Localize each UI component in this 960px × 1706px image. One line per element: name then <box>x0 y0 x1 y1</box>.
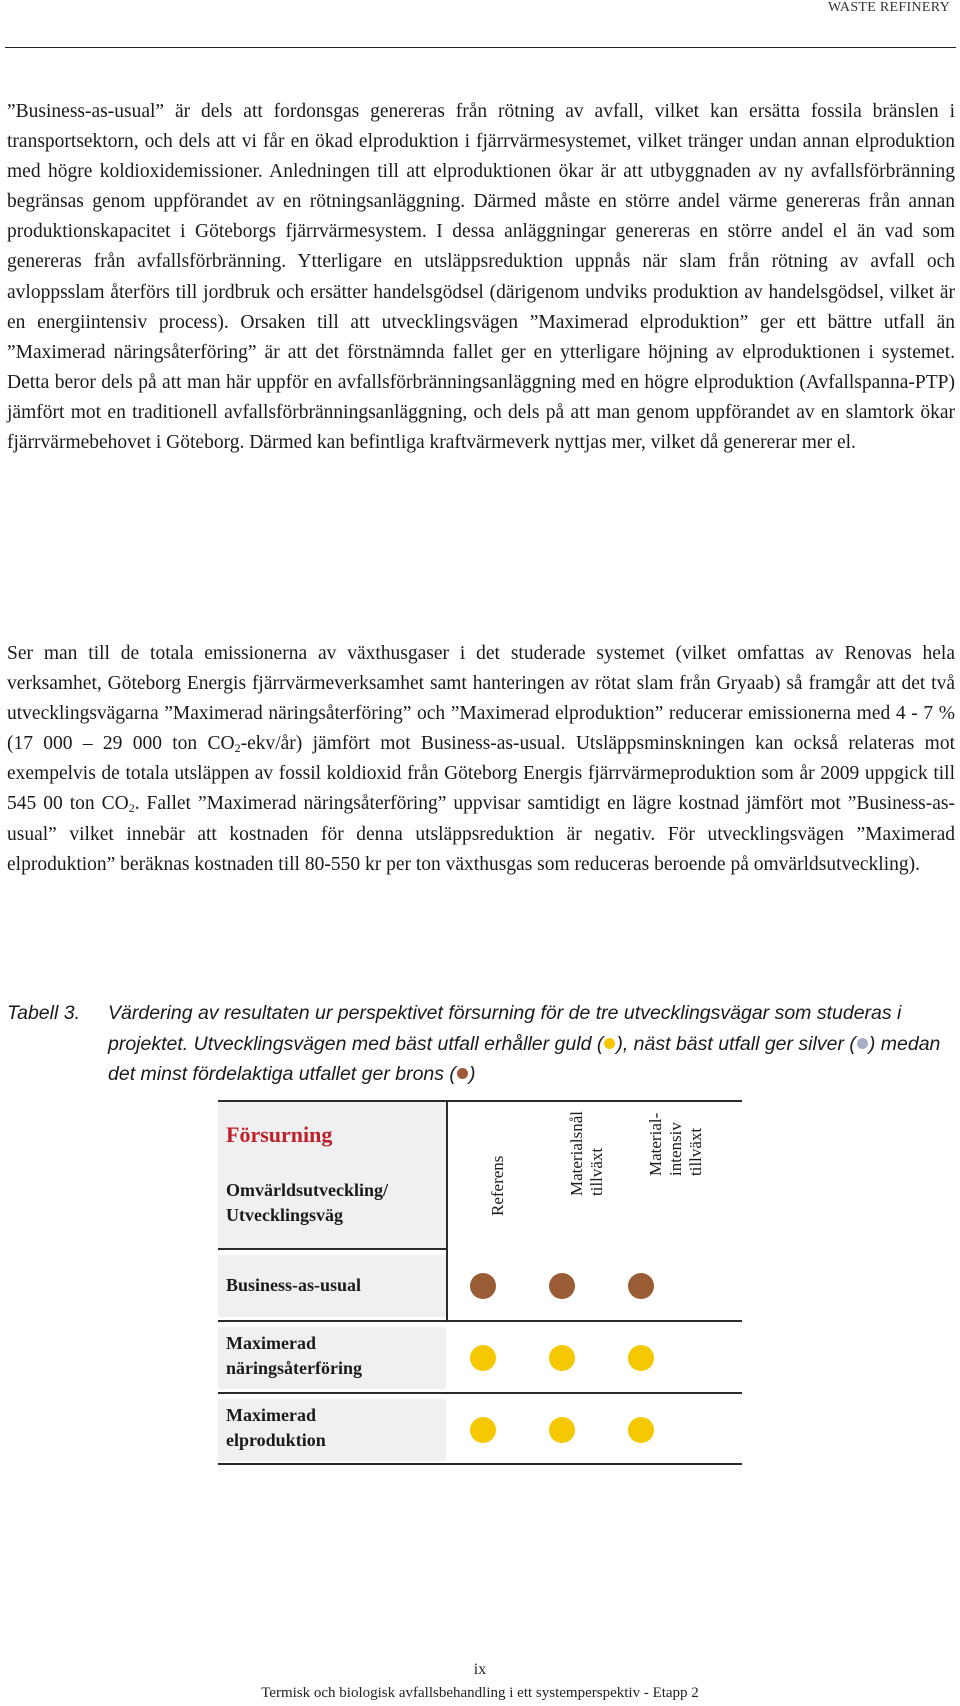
row-2-line-1: Maximerad <box>226 1333 316 1353</box>
row-3-line-1: Maximerad <box>226 1405 316 1425</box>
gold-medal-dot <box>628 1417 654 1443</box>
gold-medal-dot <box>470 1417 496 1443</box>
table-rule-top <box>218 1100 742 1102</box>
paragraph-2-part-b: -ekv/år) jämfört mot Business-as-usual. Utsläppsminskningen kan också relateras mot exempelvis de totala utsläppen av fossil koldioxid från Göteborg Energis fjärrvärmeproduktion som år 2009 uppgick till 545 00 ton CO <box>7 733 955 815</box>
bronze-medal-dot <box>470 1273 496 1299</box>
column-header-materialintensiv <box>646 1112 705 1236</box>
col-2-line-1: Materialsnål <box>567 1111 586 1196</box>
col-1-line-1: Referens <box>488 1155 507 1216</box>
table-rule-row-2 <box>218 1392 742 1394</box>
body-paragraph-2 <box>7 639 955 880</box>
gold-dot-icon <box>604 1038 615 1049</box>
footer-document-title: Termisk och biologisk avfallsbehandling i ett systemperspektiv - Etapp 2 <box>261 1685 699 1701</box>
caption-text-1: Värdering av resultaten ur perspektivet försurning för de tre utvecklingsvägar som studeras i projektet. Utvecklingsvägen med bäst utfall erhåller guld ( <box>108 1002 902 1055</box>
gold-medal-dot <box>549 1345 575 1371</box>
table-rule-header <box>218 1248 446 1250</box>
caption-body <box>108 998 955 1090</box>
page-header-label: WASTE REFINERY <box>827 0 950 15</box>
evaluation-table <box>218 1100 742 1465</box>
col-3-line-2: intensiv <box>666 1122 685 1176</box>
col-3-line-3: tillväxt <box>686 1127 705 1176</box>
table-title: Försurning <box>226 1122 333 1147</box>
column-header-referens <box>488 1155 507 1236</box>
row-label-maximerad-elproduktion <box>226 1403 326 1453</box>
page-number: ix <box>473 1661 487 1678</box>
gold-medal-dot <box>470 1345 496 1371</box>
caption-text-2: ), näst bäst utfall ger silver ( <box>616 1032 856 1055</box>
row-1-line-1: Business-as-usual <box>226 1275 362 1295</box>
table-rule-bottom <box>218 1463 742 1465</box>
row-3-line-2: elproduktion <box>226 1430 326 1450</box>
co2-subscript-1: 2 <box>234 741 241 756</box>
table-rule-row-1 <box>218 1320 742 1322</box>
silver-dot-icon <box>857 1038 868 1049</box>
co2-subscript-2: 2 <box>128 801 135 816</box>
bronze-medal-dot <box>628 1273 654 1299</box>
column-header-materialsnal <box>567 1111 606 1236</box>
table-header-label <box>226 1178 441 1228</box>
row-2-line-2: näringsåterföring <box>226 1358 362 1378</box>
caption-text-4: ) <box>468 1063 476 1085</box>
table-caption <box>7 998 955 1090</box>
caption-label: Tabell 3. <box>7 1002 81 1024</box>
row-label-maximerad-naringsaterforing <box>226 1331 362 1381</box>
header-label-line-2: Utvecklingsväg <box>226 1205 343 1225</box>
bronze-dot-icon <box>457 1068 468 1079</box>
caption-text-3: ) medan det minst fördelaktiga utfallet ger brons ( <box>108 1032 941 1085</box>
col-3-line-1: Material- <box>646 1112 665 1176</box>
gold-medal-dot <box>549 1417 575 1443</box>
body-paragraph-1: ”Business-as-usual” är dels att fordonsgas genereras från rötning av avfall, vilket kan ersätta fossila bränslen i transportsektorn, och dels att vi får en ökad elproduktion i fjärrvärmesystemet, vilket tränger undan annan elproduktion med högre koldioxidemissioner. Anledningen till att elproduktionen ökar är att utbyggnaden av ny avfallsförbränning begränsas genom uppförandet av en rötningsanläggning. Därmed måste en större andel värme genereras från annan produktionskapacitet i Göteborgs fjärrvärmesystem. I dessa anläggningar genereras en större andel el än vad som genereras från avfallsförbränning. Ytterligare en utsläppsreduktion uppnås när slam från rötning av avfall och avloppsslam återförs till jordbruk och ersätter handelsgödsel (därigenom undviks produktion av handelsgödsel, vilket är en energiintensiv process). Orsaken till att utvecklingsvägen ”Maximerad elproduktion” ger ett bättre utfall än ”Maximerad näringsåterföring” är att det förstnämnda fallet ger en ytterligare höjning av elproduktionen i systemet. Detta beror dels på att man här uppför en avfallsförbränningsanläggning med en högre elproduktion (Avfallspanna-PTP) jämfört mot en traditionell avfallsförbränningsanläggning, och dels på att man genom uppförandet av en slamtork ökar fjärrvärmebehovet i Göteborg. Därmed kan befintliga kraftvärmeverk nyttjas mer, vilket då genererar mer el. <box>7 101 955 454</box>
paragraph-2-part-a: Ser man till de totala emissionerna av växthusgaser i det studerade systemet (vilket omfattas av Renovas hela verksamhet, Göteborg Energis fjärrvärmeverksamhet samt hanteringen av rötat slam från Gryaab) så framgår att det två utvecklingsvägarna ”Maximerad näringsåterföring” och ”Maximerad elproduktion” reducerar emissionerna med 4 - 7 % (17 000 – 29 000 ton CO <box>7 643 955 755</box>
table-vertical-rule <box>446 1100 448 1322</box>
bronze-medal-dot <box>549 1273 575 1299</box>
header-rule <box>5 47 956 48</box>
gold-medal-dot <box>628 1345 654 1371</box>
header-label-line-1: Omvärldsutveckling/ <box>226 1180 389 1200</box>
col-2-line-2: tillväxt <box>587 1147 606 1196</box>
paragraph-2-part-c: . Fallet ”Maximerad näringsåterföring” uppvisar samtidigt en lägre kostnad jämfört mot ”Business-as-usual” vilket innebär att kostnaden för denna utsläppsreduktion är negativ. För utvecklingsvägen ”Maximerad elproduktion” beräknas kostnaden till 80-550 kr per ton växthusgas som reduceras beroende på omvärldsutveckling). <box>7 793 955 875</box>
row-label-business-as-usual <box>226 1273 361 1298</box>
